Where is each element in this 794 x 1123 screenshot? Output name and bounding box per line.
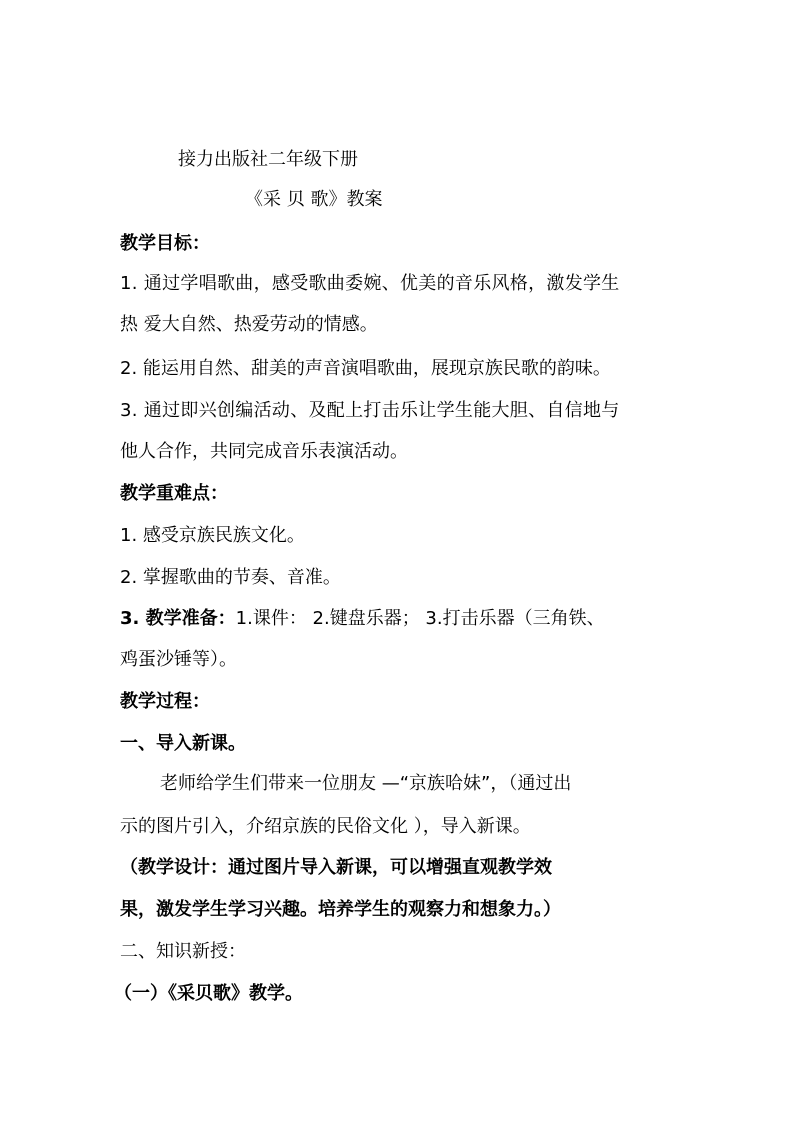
preparation-line-2: 鸡蛋沙锤等）。	[120, 649, 237, 670]
goals-heading: 教学目标：	[120, 233, 210, 254]
part-2-subheading: （一）《采贝歌》教学。	[114, 983, 303, 1004]
goal-1-line-2: 热 爱大自然、热爱劳动的情感。	[120, 314, 378, 335]
lesson-title: 《采 贝 歌》教案	[245, 189, 383, 210]
difficulty-heading: 教学重难点：	[120, 483, 228, 504]
goal-3-line-2: 他人合作，共同完成音乐表演活动。	[120, 441, 408, 462]
publisher-line: 接力出版社二年级下册	[178, 149, 358, 170]
design-note-line-2: 果，激发学生学习兴趣。培养学生的观察力和想象力。）	[120, 899, 561, 920]
process-heading: 教学过程：	[120, 691, 210, 712]
goal-2: 2. 能运用自然、甜美的声音演唱歌曲，展现京族民歌的韵味。	[120, 358, 611, 379]
difficulty-1: 1. 感受京族民族文化。	[120, 525, 305, 546]
goal-3-line-1: 3. 通过即兴创编活动、及配上打击乐让学生能大胆、自信地与	[120, 400, 620, 421]
preparation-label: 3. 教学准备：	[120, 608, 236, 629]
part-1-paragraph-line-2: 示的图片引入，介绍京族的民俗文化 ），导入新课。	[120, 816, 531, 837]
difficulty-2: 2. 掌握歌曲的节奏、音准。	[120, 567, 341, 588]
preparation-line	[120, 607, 605, 631]
part-2-heading: 二、知识新授：	[120, 941, 246, 962]
preparation-text: 1.课件： 2.键盘乐器； 3.打击乐器（三角铁、	[235, 608, 605, 629]
part-1-paragraph-line-1: 老师给学生们带来一位朋友 —“京族哈妹”，（通过出	[160, 773, 572, 794]
part-1-heading: 一、导入新课。	[120, 733, 246, 754]
goal-1-line-1: 1. 通过学唱歌曲，感受歌曲委婉、优美的音乐风格，激发学生	[120, 273, 620, 294]
design-note-line-1: （教学设计：通过图片导入新课，可以增强直观教学效	[120, 857, 552, 878]
